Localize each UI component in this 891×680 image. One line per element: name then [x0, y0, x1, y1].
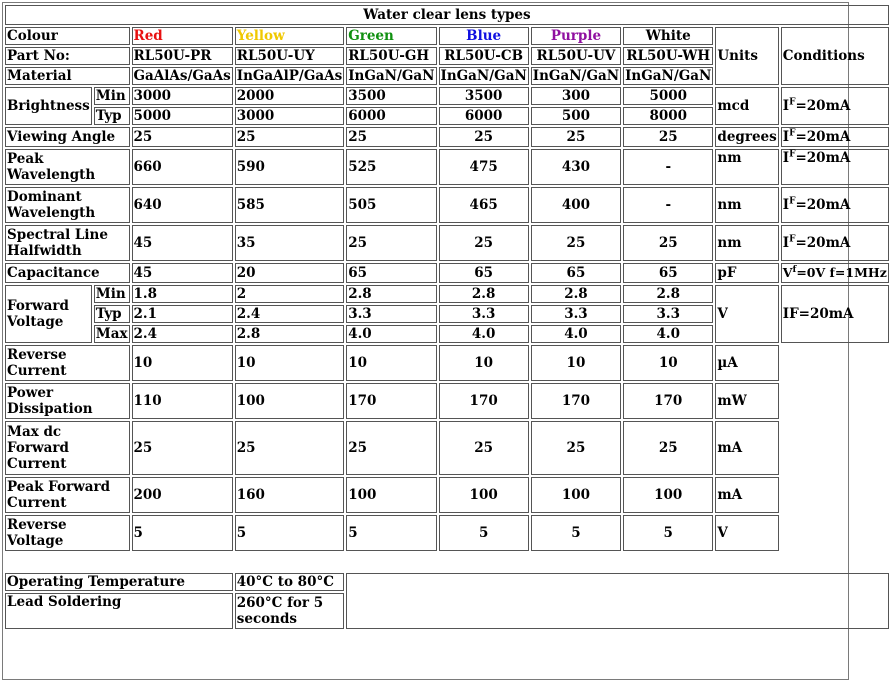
table-title: Water clear lens types	[5, 5, 889, 25]
viewing-angle-purple: 25	[531, 127, 621, 147]
peak-wavelength-label: Peak Wavelength	[5, 149, 130, 185]
reverse-voltage-red: 5	[132, 515, 233, 551]
fv-typ-green: 3.3	[346, 305, 436, 323]
viewing-angle-green: 25	[346, 127, 436, 147]
capacitance-condition: $V^f=0V$ f=1MHz	[781, 263, 889, 283]
reverse-current-unit: µA	[715, 345, 778, 381]
dominant-wavelength-condition: $I^F=20mA$	[781, 187, 889, 223]
fv-max-blue: 4.0	[439, 325, 529, 343]
peak-forward-current-condition-empty	[781, 477, 889, 513]
reverse-current-purple: 10	[531, 345, 621, 381]
power-dissipation-label: Power Dissipation	[5, 383, 130, 419]
capacitance-purple: 65	[531, 263, 621, 283]
dominant-wavelength-purple: 400	[531, 187, 621, 223]
reverse-voltage-yellow: 5	[235, 515, 344, 551]
peak-wavelength-blue: 475	[439, 149, 529, 185]
power-dissipation-red: 110	[132, 383, 233, 419]
fv-typ-red: 2.1	[132, 305, 233, 323]
fv-max-white: 4.0	[623, 325, 713, 343]
part-label: Part No:	[5, 47, 130, 65]
part-purple: RL50U-UV	[531, 47, 621, 65]
max-dc-current-condition-empty	[781, 421, 889, 475]
viewing-angle-yellow: 25	[235, 127, 344, 147]
peak-wavelength-condition: $I^F=20mA$	[781, 149, 889, 185]
max-dc-current-red: 25	[132, 421, 233, 475]
forward-voltage-label: Forward Voltage	[5, 285, 92, 343]
reverse-current-label: Reverse Current	[5, 345, 130, 381]
dominant-wavelength-white: -	[623, 187, 713, 223]
max-dc-current-blue: 25	[439, 421, 529, 475]
capacitance-white: 65	[623, 263, 713, 283]
footer-empty-cell	[346, 573, 889, 629]
brightness-min-red: 3000	[132, 87, 233, 105]
spectral-halfwidth-purple: 25	[531, 225, 621, 261]
max-dc-current-white: 25	[623, 421, 713, 475]
material-blue: InGaN/GaN	[440, 68, 527, 84]
fv-min-yellow: 2	[235, 285, 344, 303]
spectral-halfwidth-unit: nm	[715, 225, 778, 261]
power-dissipation-white: 170	[623, 383, 713, 419]
colour-green: Green	[346, 27, 436, 45]
part-green: RL50U-GH	[346, 47, 436, 65]
part-white: RL50U-WH	[623, 47, 713, 65]
brightness-typ-label: Typ	[94, 107, 130, 125]
power-dissipation-green: 170	[346, 383, 436, 419]
reverse-voltage-label: Reverse Voltage	[5, 515, 130, 551]
colour-white: White	[623, 27, 713, 45]
peak-wavelength-purple: 430	[531, 149, 621, 185]
fv-max-green: 4.0	[346, 325, 436, 343]
power-dissipation-unit: mW	[715, 383, 778, 419]
brightness-typ-blue: 6000	[439, 107, 529, 125]
spec-table-frame	[2, 2, 887, 680]
brightness-condition: $I^F=20mA$	[781, 87, 889, 125]
fv-min-blue: 2.8	[439, 285, 529, 303]
colour-red: Red	[132, 27, 233, 45]
dominant-wavelength-label: Dominant Wavelength	[5, 187, 130, 223]
forward-voltage-unit: V	[715, 285, 778, 343]
forward-voltage-min-label: Min	[94, 285, 130, 303]
fv-typ-yellow: 2.4	[235, 305, 344, 323]
peak-wavelength-red: 660	[132, 149, 233, 185]
fv-min-white: 2.8	[623, 285, 713, 303]
lead-soldering-label: Lead Soldering	[5, 593, 233, 629]
reverse-current-red: 10	[132, 345, 233, 381]
material-green: InGaN/GaN	[348, 68, 435, 84]
dominant-wavelength-unit: nm	[715, 187, 778, 223]
capacitance-green: 65	[346, 263, 436, 283]
reverse-voltage-purple: 5	[531, 515, 621, 551]
spectral-halfwidth-blue: 25	[439, 225, 529, 261]
brightness-label: Brightness	[5, 87, 92, 125]
fv-min-purple: 2.8	[531, 285, 621, 303]
brightness-min-blue: 3500	[439, 87, 529, 105]
reverse-voltage-blue: 5	[439, 515, 529, 551]
max-dc-current-unit: mA	[715, 421, 778, 475]
reverse-voltage-green: 5	[346, 515, 436, 551]
brightness-min-white: 5000	[623, 87, 713, 105]
fv-max-purple: 4.0	[531, 325, 621, 343]
part-red: RL50U-PR	[132, 47, 233, 65]
peak-wavelength-unit: nm	[715, 149, 778, 185]
brightness-unit: mcd	[715, 87, 778, 125]
max-dc-current-label: Max dc Forward Current	[5, 421, 130, 475]
viewing-angle-blue: 25	[439, 127, 529, 147]
capacitance-unit: pF	[715, 263, 778, 283]
peak-forward-current-yellow: 160	[235, 477, 344, 513]
fv-min-red: 1.8	[132, 285, 233, 303]
spectral-halfwidth-label: Spectral Line Halfwidth	[5, 225, 130, 261]
fv-typ-purple: 3.3	[531, 305, 621, 323]
reverse-current-condition-empty	[781, 345, 889, 381]
brightness-min-yellow: 2000	[235, 87, 344, 105]
material-yellow: InGaAlP/GaAs	[236, 68, 343, 84]
brightness-typ-red: 5000	[132, 107, 233, 125]
forward-voltage-condition: IF=20mA	[781, 285, 889, 343]
material-label: Material	[5, 67, 130, 85]
spectral-halfwidth-green: 25	[346, 225, 436, 261]
fv-max-yellow: 2.8	[235, 325, 344, 343]
part-yellow: RL50U-UY	[235, 47, 344, 65]
peak-forward-current-red: 200	[132, 477, 233, 513]
operating-temp-value: 40°C to 80°C	[235, 573, 344, 591]
fv-min-green: 2.8	[346, 285, 436, 303]
capacitance-label: Capacitance	[5, 263, 130, 283]
capacitance-yellow: 20	[235, 263, 344, 283]
power-dissipation-condition-empty	[781, 383, 889, 419]
peak-forward-current-purple: 100	[531, 477, 621, 513]
brightness-min-purple: 300	[531, 87, 621, 105]
brightness-min-green: 3500	[346, 87, 436, 105]
dominant-wavelength-blue: 465	[439, 187, 529, 223]
spectral-halfwidth-red: 45	[132, 225, 233, 261]
spectral-halfwidth-condition: $I^F=20mA$	[781, 225, 889, 261]
reverse-voltage-condition-empty	[781, 515, 889, 551]
power-dissipation-yellow: 100	[235, 383, 344, 419]
brightness-typ-purple: 500	[531, 107, 621, 125]
units-header: Units	[715, 27, 778, 85]
dominant-wavelength-yellow: 585	[235, 187, 344, 223]
fv-typ-blue: 3.3	[439, 305, 529, 323]
colour-yellow: Yellow	[235, 27, 344, 45]
peak-forward-current-unit: mA	[715, 477, 778, 513]
max-dc-current-green: 25	[346, 421, 436, 475]
conditions-header: Conditions	[781, 27, 889, 85]
peak-wavelength-green: 525	[346, 149, 436, 185]
viewing-angle-label: Viewing Angle	[5, 127, 130, 147]
capacitance-red: 45	[132, 263, 233, 283]
reverse-current-green: 10	[346, 345, 436, 381]
colour-purple: Purple	[531, 27, 621, 45]
power-dissipation-purple: 170	[531, 383, 621, 419]
fv-typ-white: 3.3	[623, 305, 713, 323]
forward-voltage-typ-label: Typ	[94, 305, 130, 323]
peak-forward-current-label: Peak Forward Current	[5, 477, 130, 513]
part-blue: RL50U-CB	[439, 47, 529, 65]
colour-blue: Blue	[439, 27, 529, 45]
viewing-angle-red: 25	[132, 127, 233, 147]
max-dc-current-purple: 25	[531, 421, 621, 475]
lead-soldering-value: 260°C for 5 seconds	[235, 593, 344, 629]
brightness-min-label: Min	[94, 87, 130, 105]
brightness-typ-yellow: 3000	[235, 107, 344, 125]
viewing-angle-unit: degrees	[717, 129, 777, 145]
forward-voltage-max-label: Max	[95, 326, 128, 342]
material-white: InGaN/GaN	[625, 68, 712, 84]
peak-wavelength-yellow: 590	[235, 149, 344, 185]
spacer-row	[5, 553, 889, 571]
fv-max-red: 2.4	[132, 325, 233, 343]
reverse-current-yellow: 10	[235, 345, 344, 381]
spectral-halfwidth-yellow: 35	[235, 225, 344, 261]
power-dissipation-blue: 170	[439, 383, 529, 419]
peak-forward-current-white: 100	[623, 477, 713, 513]
reverse-voltage-unit: V	[715, 515, 778, 551]
reverse-current-blue: 10	[439, 345, 529, 381]
brightness-typ-green: 6000	[346, 107, 436, 125]
brightness-typ-white: 8000	[623, 107, 713, 125]
dominant-wavelength-red: 640	[132, 187, 233, 223]
reverse-current-white: 10	[623, 345, 713, 381]
operating-temp-label: Operating Temperature	[5, 573, 233, 591]
material-purple: InGaN/GaN	[532, 68, 620, 84]
capacitance-blue: 65	[439, 263, 529, 283]
reverse-voltage-white: 5	[623, 515, 713, 551]
led-spec-table	[3, 3, 891, 631]
material-red: GaAlAs/GaAs	[133, 68, 231, 84]
spectral-halfwidth-white: 25	[623, 225, 713, 261]
colour-label: Colour	[5, 27, 130, 45]
peak-wavelength-white: -	[623, 149, 713, 185]
viewing-angle-condition: $I^F=20mA$	[781, 127, 889, 147]
viewing-angle-white: 25	[623, 127, 713, 147]
peak-forward-current-blue: 100	[439, 477, 529, 513]
peak-forward-current-green: 100	[346, 477, 436, 513]
dominant-wavelength-green: 505	[346, 187, 436, 223]
max-dc-current-yellow: 25	[235, 421, 344, 475]
